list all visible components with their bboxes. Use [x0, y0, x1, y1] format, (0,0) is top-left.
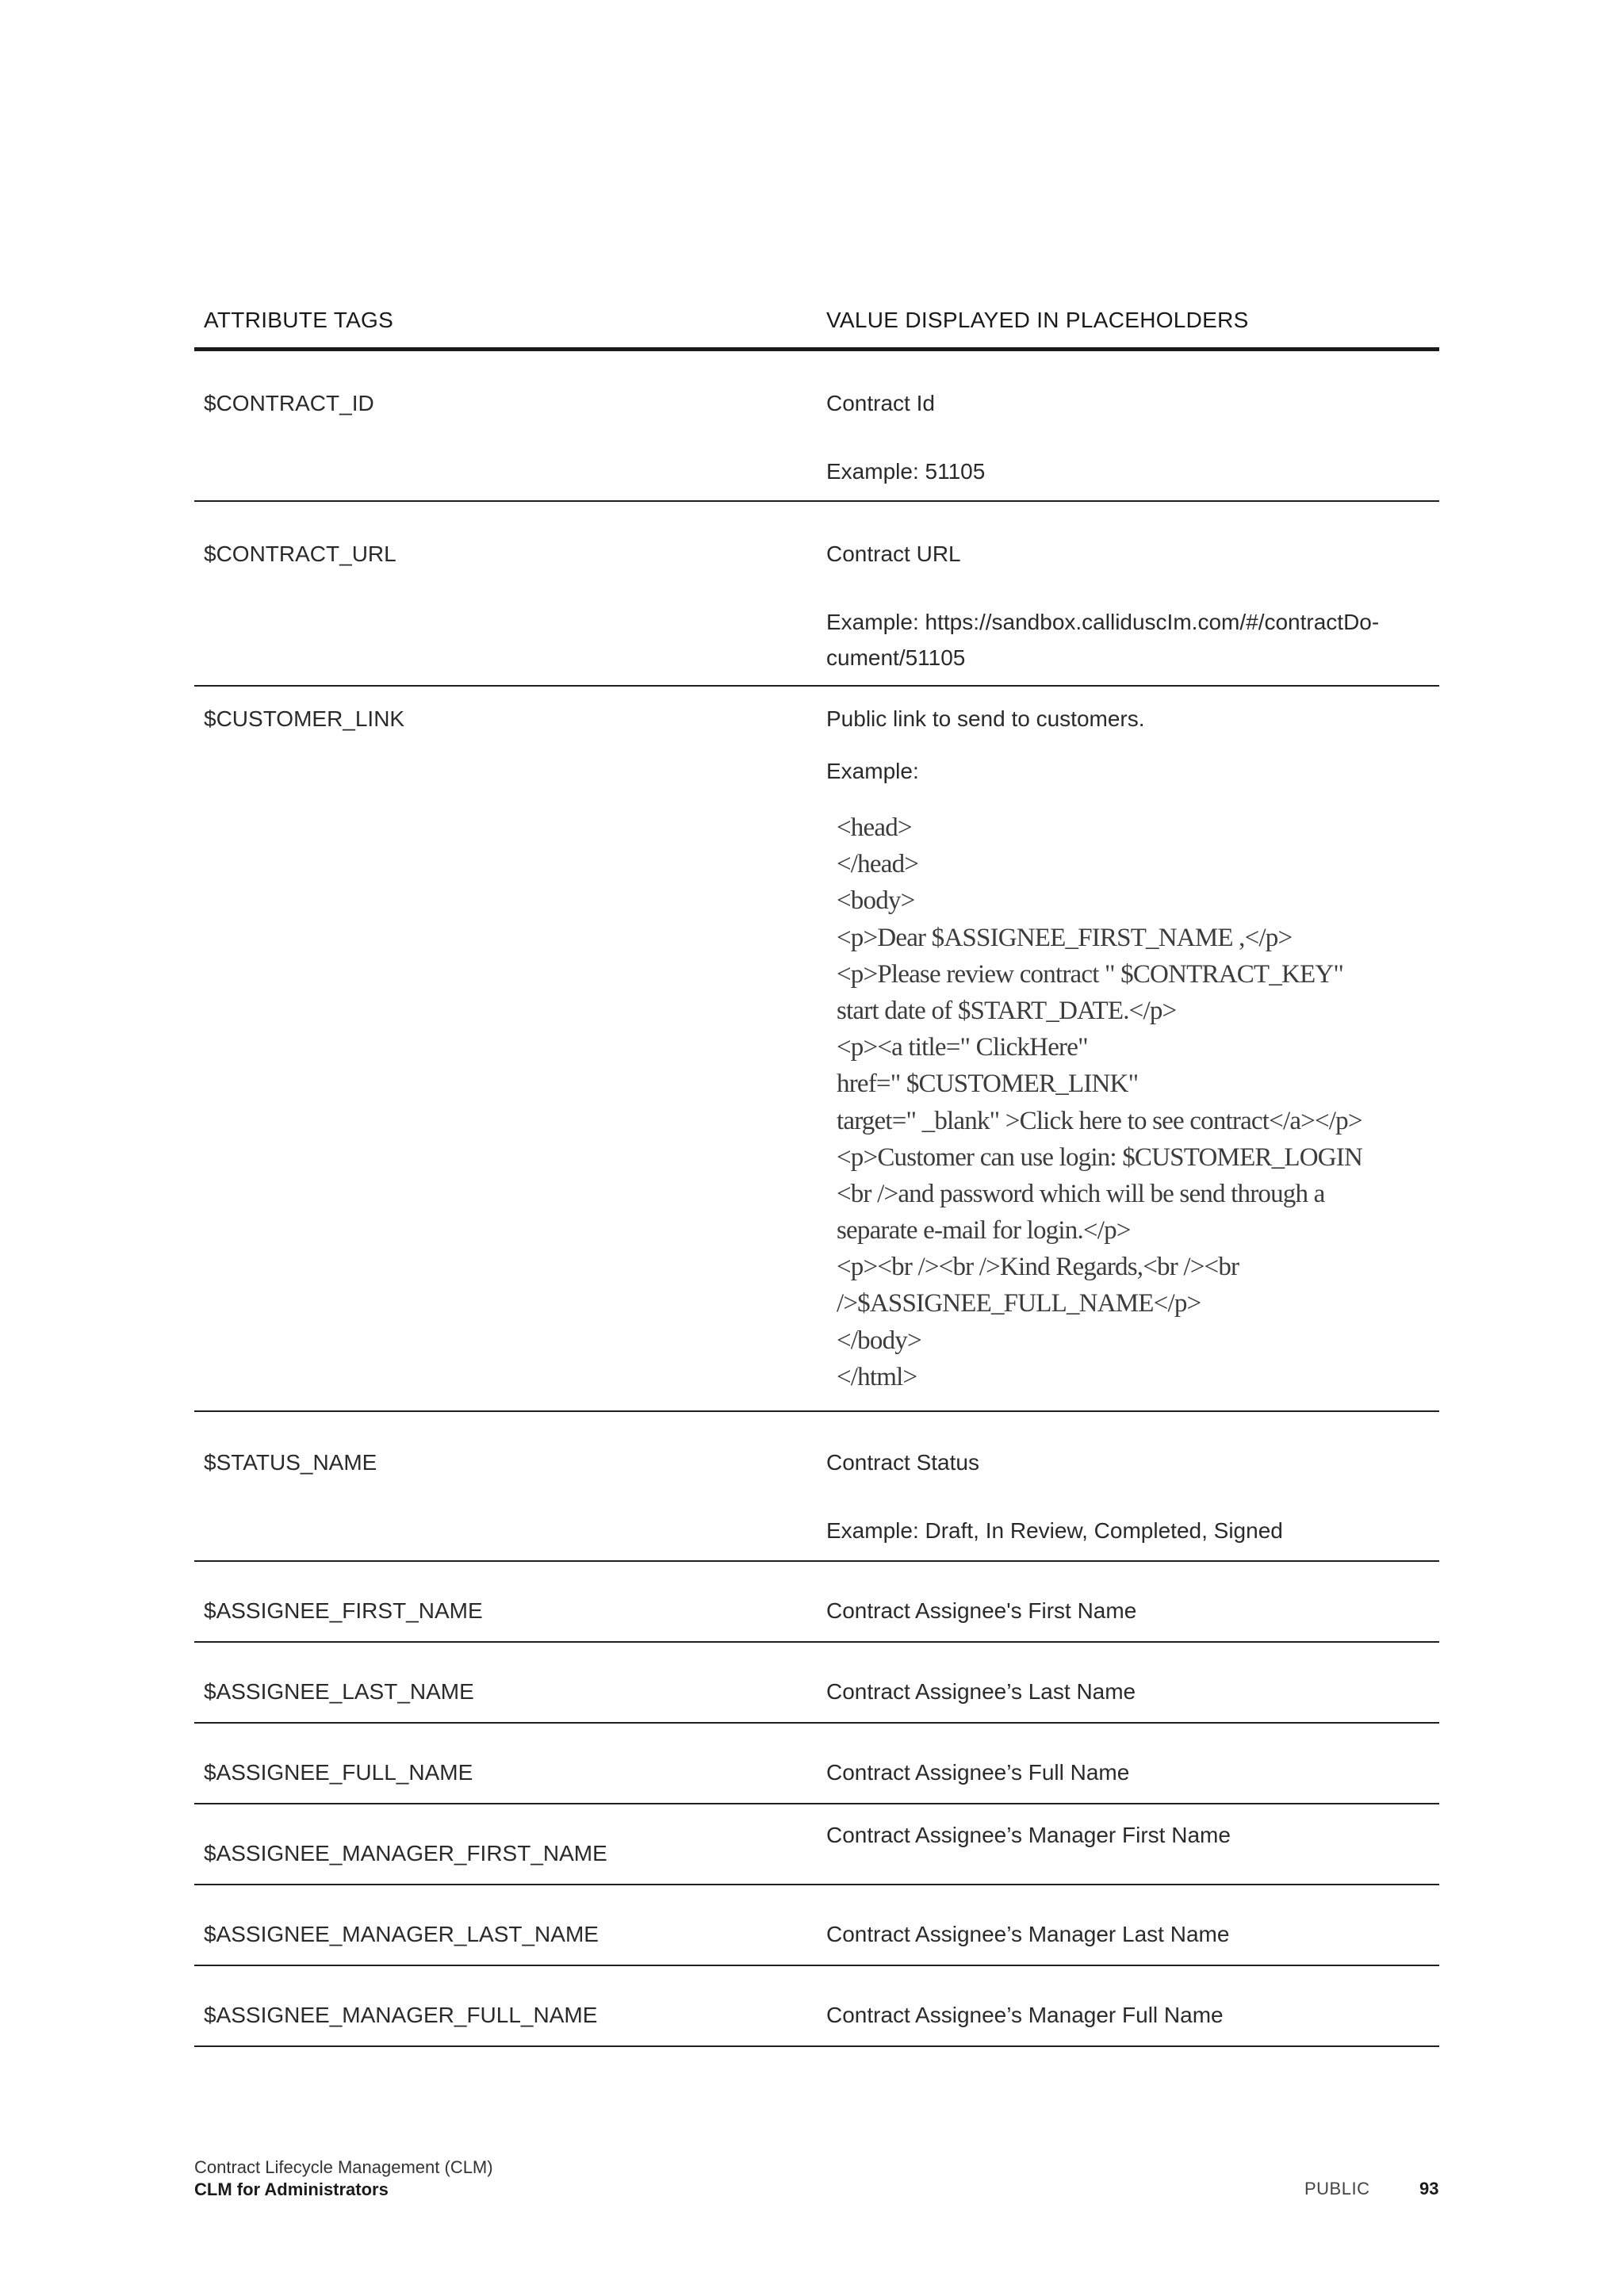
- footer-classification: PUBLIC: [1304, 2179, 1370, 2198]
- code-line: <br />and password which will be send through a: [837, 1179, 1325, 1208]
- value-example-continued: cument/51105: [826, 645, 966, 670]
- code-line: <p><a title=" ClickHere": [837, 1033, 1088, 1062]
- table-row: [194, 1804, 1439, 1885]
- attribute-tag: $ASSIGNEE_FULL_NAME: [204, 1760, 473, 1785]
- value-example: Example: 51105: [826, 459, 986, 484]
- table-header: [194, 277, 1439, 351]
- value-description: Contract URL: [826, 541, 961, 566]
- table-row: [194, 1885, 1439, 1966]
- header-value-displayed: VALUE DISPLAYED IN PLACEHOLDERS: [826, 308, 1249, 332]
- value-description: Public link to send to customers.: [826, 706, 1145, 731]
- attribute-value: [826, 1755, 1429, 1790]
- value-example: Example: https://sandbox.calliduscIm.com/#/contractDo-: [826, 610, 1380, 634]
- code-line: />$ASSIGNEE_FULL_NAME</p>: [837, 1289, 1201, 1318]
- attribute-tag: $ASSIGNEE_LAST_NAME: [204, 1679, 474, 1704]
- table-row: [194, 502, 1439, 687]
- code-line: </body>: [837, 1326, 921, 1355]
- value-description: Contract Assignee’s Manager First Name: [826, 1823, 1231, 1847]
- table-row: [194, 1562, 1439, 1643]
- code-line: start date of $START_DATE.</p>: [837, 996, 1177, 1025]
- footer-document-info: [194, 2156, 493, 2201]
- attribute-tag: $ASSIGNEE_FIRST_NAME: [204, 1598, 483, 1623]
- value-description: Contract Status: [826, 1450, 979, 1475]
- code-line: <p><br /><br />Kind Regards,<br /><br: [837, 1253, 1239, 1282]
- value-description: Contract Assignee’s Manager Last Name: [826, 1922, 1230, 1946]
- value-example: Example:: [826, 759, 919, 783]
- attribute-tag: $ASSIGNEE_MANAGER_FULL_NAME: [204, 2003, 598, 2027]
- code-line: <p>Please review contract " $CONTRACT_KEY": [837, 959, 1344, 989]
- attribute-tag: $ASSIGNEE_MANAGER_FIRST_NAME: [204, 1841, 607, 1866]
- code-line: <head>: [837, 813, 912, 842]
- table-row: [194, 1412, 1439, 1562]
- attribute-value: [826, 1445, 1429, 1548]
- table-row: [194, 1966, 1439, 2047]
- value-description: Contract Id: [826, 391, 935, 415]
- code-line: </head>: [837, 850, 919, 879]
- attribute-value: [826, 1916, 1429, 1952]
- attribute-tag: $CUSTOMER_LINK: [204, 706, 405, 731]
- attribute-value: [826, 1817, 1429, 1853]
- code-line: separate e-mail for login.</p>: [837, 1216, 1131, 1246]
- code-line: <p>Customer can use login: $CUSTOMER_LOGIN: [837, 1142, 1362, 1172]
- value-description: Contract Assignee’s Last Name: [826, 1679, 1136, 1704]
- footer-doc-title: Contract Lifecycle Management (CLM): [194, 2157, 493, 2177]
- code-line: </html>: [837, 1362, 917, 1391]
- code-line: href=" $CUSTOMER_LINK": [837, 1070, 1139, 1099]
- value-example: Example: Draft, In Review, Completed, Signed: [826, 1518, 1283, 1543]
- table-row: [194, 1724, 1439, 1804]
- attribute-value: [826, 1674, 1429, 1709]
- code-line: <p>Dear $ASSIGNEE_FIRST_NAME ,</p>: [837, 923, 1293, 952]
- table-row: [194, 351, 1439, 502]
- attribute-value: [826, 1997, 1429, 2033]
- table-row: [194, 1643, 1439, 1724]
- attribute-value: [826, 701, 1429, 789]
- attribute-value: [826, 385, 1429, 489]
- attribute-tag: $CONTRACT_URL: [204, 541, 396, 566]
- attribute-value: [826, 536, 1429, 675]
- attribute-value: [826, 1593, 1429, 1628]
- header-attribute-tags: ATTRIBUTE TAGS: [204, 308, 394, 332]
- footer-page-number: 93: [1419, 2179, 1439, 2198]
- value-description: Contract Assignee's First Name: [826, 1598, 1137, 1623]
- attribute-tag: $CONTRACT_ID: [204, 391, 374, 415]
- attribute-tags-table: [194, 277, 1439, 2047]
- html-code-example: [837, 809, 1439, 1395]
- footer-doc-subtitle: CLM for Administrators: [194, 2179, 389, 2199]
- code-line: <body>: [837, 886, 915, 916]
- value-description: Contract Assignee’s Full Name: [826, 1760, 1130, 1785]
- attribute-tag: $STATUS_NAME: [204, 1450, 377, 1475]
- table-row: [194, 687, 1439, 1412]
- code-line: target=" _blank" >Click here to see contract</a></p>: [837, 1106, 1362, 1135]
- value-description: Contract Assignee’s Manager Full Name: [826, 2003, 1224, 2027]
- attribute-tag: $ASSIGNEE_MANAGER_LAST_NAME: [204, 1922, 599, 1946]
